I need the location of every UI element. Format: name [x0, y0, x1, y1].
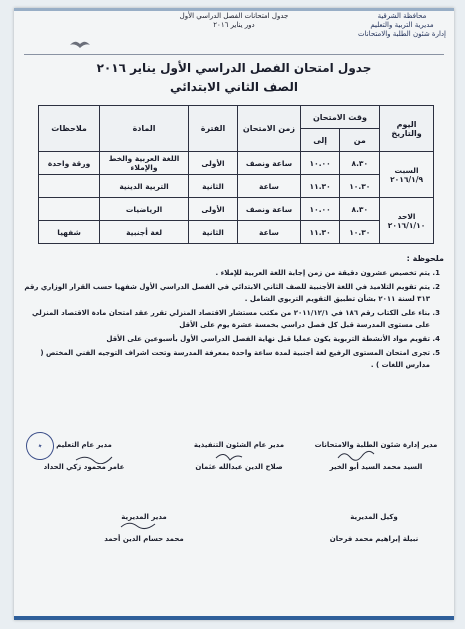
cell-to: ١٠.٠٠	[300, 152, 340, 175]
table-row	[39, 221, 434, 244]
cell-duration: ساعة	[238, 175, 301, 198]
col-period: الفترة	[188, 106, 237, 152]
cell-duration: ساعة	[238, 221, 301, 244]
cell-from: ١٠.٣٠	[340, 175, 380, 198]
cell-note: شفهيا	[39, 221, 100, 244]
cell-period: الأولى	[188, 198, 237, 221]
handwritten-signature-icon	[336, 448, 376, 462]
cell-subject: التربية الدينية	[100, 175, 189, 198]
header-center-line2: دور يناير ٢٠١٦	[213, 21, 255, 29]
note-item: 5. تجرى امتحان المستوى الرفيع لغة أجنبية لمدة ساعة واحدة بمعرفة المدرسة وتحت اشراف التوجيه الفني المختص ( مدارس اللغات ) .	[24, 347, 430, 371]
cell-period: الثانية	[188, 221, 237, 244]
cell-duration: ساعة ونصف	[238, 152, 301, 175]
notes-heading: ملحوظة :	[406, 254, 444, 263]
col-notes: ملاحظات	[39, 106, 100, 152]
notes-section	[24, 253, 444, 373]
cell-from: ٨.٣٠	[340, 152, 380, 175]
governorate-line: محافظة الشرقية	[377, 12, 427, 20]
document-sheet	[14, 8, 454, 620]
cell-subject: لغة أجنبية	[100, 221, 189, 244]
cell-note	[39, 175, 100, 198]
signature-block-deputy	[304, 513, 444, 543]
cell-day: السبت ٢٠١٦/١/٩	[380, 152, 434, 198]
signature-title: مدير إدارة شئون الطلبة والامتحانات	[314, 441, 438, 449]
cell-day: الاحد ٢٠١٦/١/١٠	[380, 198, 434, 244]
note-item: 4. تقويم مواد الأنشطة التربوية يكون عمليا قبل نهاية الفصل الدراسي الأول بأسبوعين على الأقل	[24, 333, 430, 345]
cell-to: ١١.٣٠	[300, 175, 340, 198]
top-edge	[14, 8, 454, 11]
cell-to: ١١.٣٠	[300, 221, 340, 244]
header-center	[144, 12, 324, 30]
signature-name: صلاح الدين عبدالله عثمان	[195, 463, 283, 471]
signature-name: عامر محمود زكي الحداد	[43, 463, 125, 471]
eagle-emblem-icon	[69, 38, 91, 52]
cell-from: ١٠.٣٠	[340, 221, 380, 244]
header-authority	[356, 12, 448, 39]
cell-to: ١٠.٠٠	[300, 198, 340, 221]
cell-duration: ساعة ونصف	[238, 198, 301, 221]
col-day: اليوم والتاريخ	[380, 106, 434, 152]
col-to: إلى	[300, 129, 340, 152]
handwritten-signature-icon	[119, 518, 159, 530]
table-row	[39, 198, 434, 221]
signature-block-exams-director	[306, 441, 446, 471]
document-subtitle: الصف الثاني الابتدائي	[170, 80, 298, 94]
document-title: جدول امتحان الفصل الدراسي الأول يناير ٢٠١٦	[96, 61, 372, 75]
table-header-row	[39, 106, 434, 129]
signature-title: مدير عام الشئون التنفيذية	[193, 441, 285, 449]
official-stamp-icon: ✦	[23, 429, 56, 462]
cell-note	[39, 198, 100, 221]
cell-subject: اللغة العربية والخط والإملاء	[100, 152, 189, 175]
cell-period: الثانية	[188, 175, 237, 198]
col-duration: زمن الامتحان	[238, 106, 301, 152]
header-divider	[24, 54, 444, 55]
table-row	[39, 152, 434, 175]
signature-title: مدير عام التعليم	[56, 441, 112, 449]
col-time: وقت الامتحان	[300, 106, 379, 129]
header-center-line1: جدول امتحانات الفصل الدراسي الأول	[179, 12, 289, 20]
col-subject: المادة	[100, 106, 189, 152]
signature-title: مدير المديرية	[121, 513, 167, 521]
handwritten-signature-icon	[74, 452, 114, 464]
note-item: 1. يتم تخصيص عشرون دقيقة من زمن إجابة اللغة العربية للإملاء .	[24, 267, 430, 279]
cell-from: ٨.٣٠	[340, 198, 380, 221]
administration-line: إدارة شئون الطلبة والامتحانات	[358, 30, 446, 38]
cell-note: ورقة واحدة	[39, 152, 100, 175]
signature-name: السيد محمد السيد أبو الخير	[329, 463, 423, 471]
directorate-line: مديرية التربية والتعليم	[370, 21, 434, 29]
signature-name: نبيلة إبراهيم محمد فرحان	[329, 535, 419, 543]
signature-name: محمد حسام الدين أحمد	[104, 535, 184, 543]
col-from: من	[340, 129, 380, 152]
notes-list	[24, 267, 444, 371]
signature-title: وكيل المديرية	[350, 513, 398, 521]
handwritten-signature-icon	[214, 450, 244, 464]
note-item: 2. يتم تقويم التلاميذ في اللغة الأجنبية للصف الثاني الابتدائي في الفصل الدراسي الأول شفهيا حسب القرار الوزاري رقم ٣١٣ لسنة ٢٠١١ بشأن تطبيق التقويم التربوي الشامل .	[24, 281, 430, 305]
table-row	[39, 175, 434, 198]
note-item: 3. بناء على الكتاب رقم ١٨٦ في ٢٠١١/١٢/١ من مكتب مستشار الاقتصاد المنزلي تقرر عقد امتحان مادة الاقتصاد المنزلي على مستوى المدرسة قبل كل فصل دراسي بخمسة عشرة يوم على الأقل	[24, 307, 430, 331]
bottom-frame	[14, 616, 454, 620]
cell-subject: الرياضيات	[100, 198, 189, 221]
cell-period: الأولى	[188, 152, 237, 175]
exam-schedule-table	[38, 105, 434, 244]
